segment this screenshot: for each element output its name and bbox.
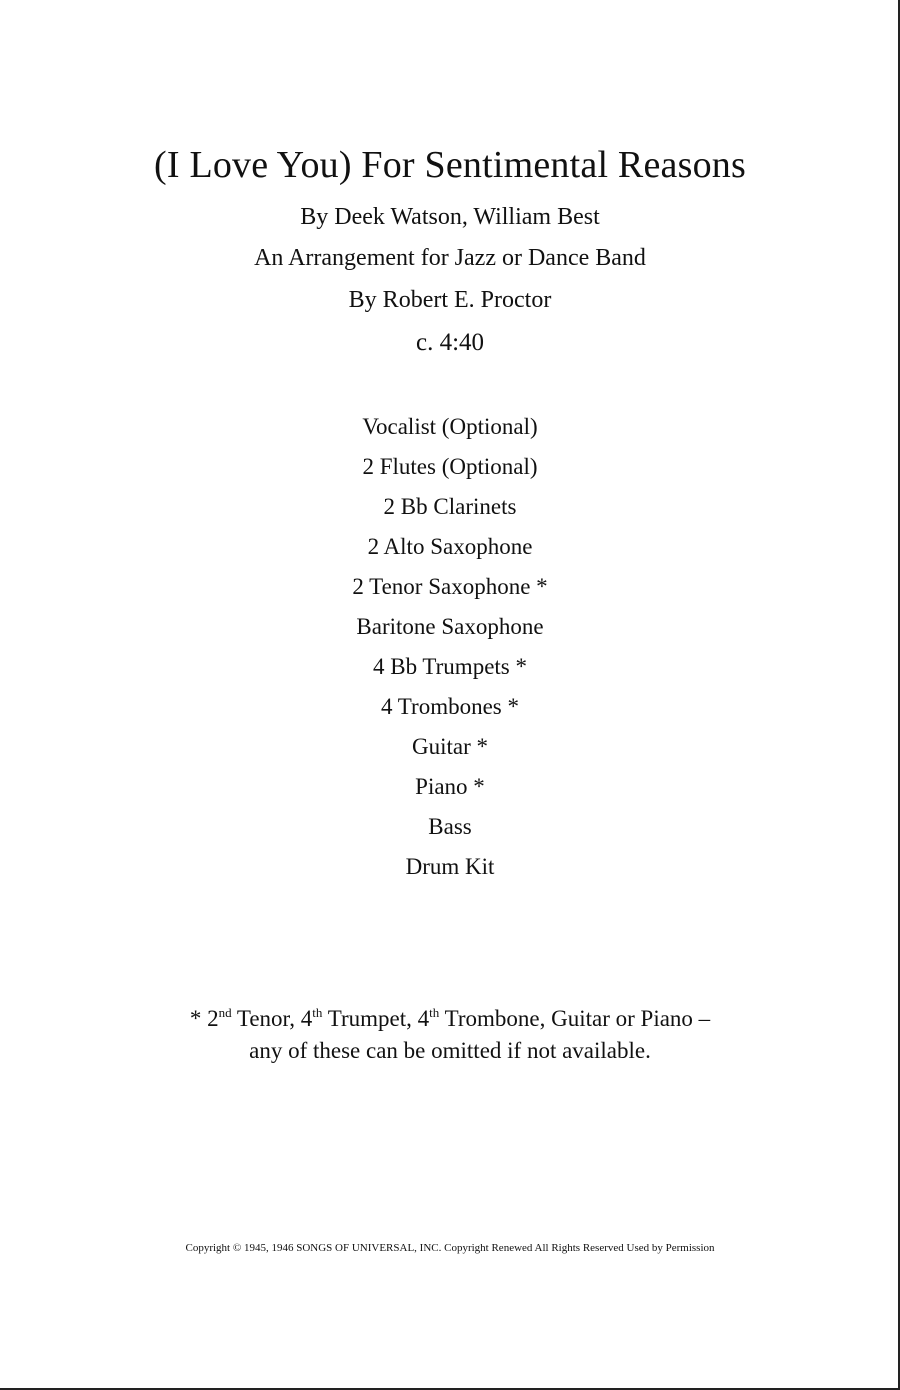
arranger-credit: By Robert E. Proctor xyxy=(348,287,552,313)
instrument-item: 2 Alto Saxophone xyxy=(367,534,533,559)
instrument-item: Piano * xyxy=(415,774,485,799)
footnote-line-1 xyxy=(0,1003,900,1035)
instrument-item: Vocalist (Optional) xyxy=(362,414,538,439)
instrument-item: 2 Flutes (Optional) xyxy=(362,454,538,479)
instrument-item: Drum Kit xyxy=(405,854,495,879)
copyright-notice: Copyright © 1945, 1946 SONGS OF UNIVERSAL, INC. Copyright Renewed All Rights Reserved Used by Permission xyxy=(185,1242,715,1254)
instrument-item: Guitar * xyxy=(411,734,488,759)
instrument-item: Bass xyxy=(428,814,472,839)
instrument-item: 2 Bb Clarinets xyxy=(383,494,517,519)
song-title: (I Love You) For Sentimental Reasons xyxy=(154,144,746,186)
arrangement-description: An Arrangement for Jazz or Dance Band xyxy=(254,245,646,271)
footnote-star: * 2 xyxy=(189,1006,219,1031)
ordinal-suffix: nd xyxy=(218,1005,232,1020)
footnote-text: Tenor, 4 xyxy=(231,1006,313,1031)
composers-credit: By Deek Watson, William Best xyxy=(300,204,600,230)
instrument-item: 2 Tenor Saxophone * xyxy=(352,574,548,599)
duration: c. 4:40 xyxy=(415,329,485,356)
footnote-text: Trumpet, 4 xyxy=(322,1006,430,1031)
instrument-item: Baritone Saxophone xyxy=(356,614,544,639)
ordinal-suffix: th xyxy=(429,1005,440,1020)
footnote-text: Trombone, Guitar or Piano – xyxy=(439,1006,711,1031)
footnote-line-2: any of these can be omitted if not available. xyxy=(249,1038,651,1063)
instrument-item: 4 Trombones * xyxy=(380,694,520,719)
optional-parts-footnote xyxy=(0,1003,900,1067)
ordinal-suffix: th xyxy=(312,1005,323,1020)
instrument-item: 4 Bb Trumpets * xyxy=(372,654,527,679)
instrumentation-list xyxy=(0,412,900,892)
